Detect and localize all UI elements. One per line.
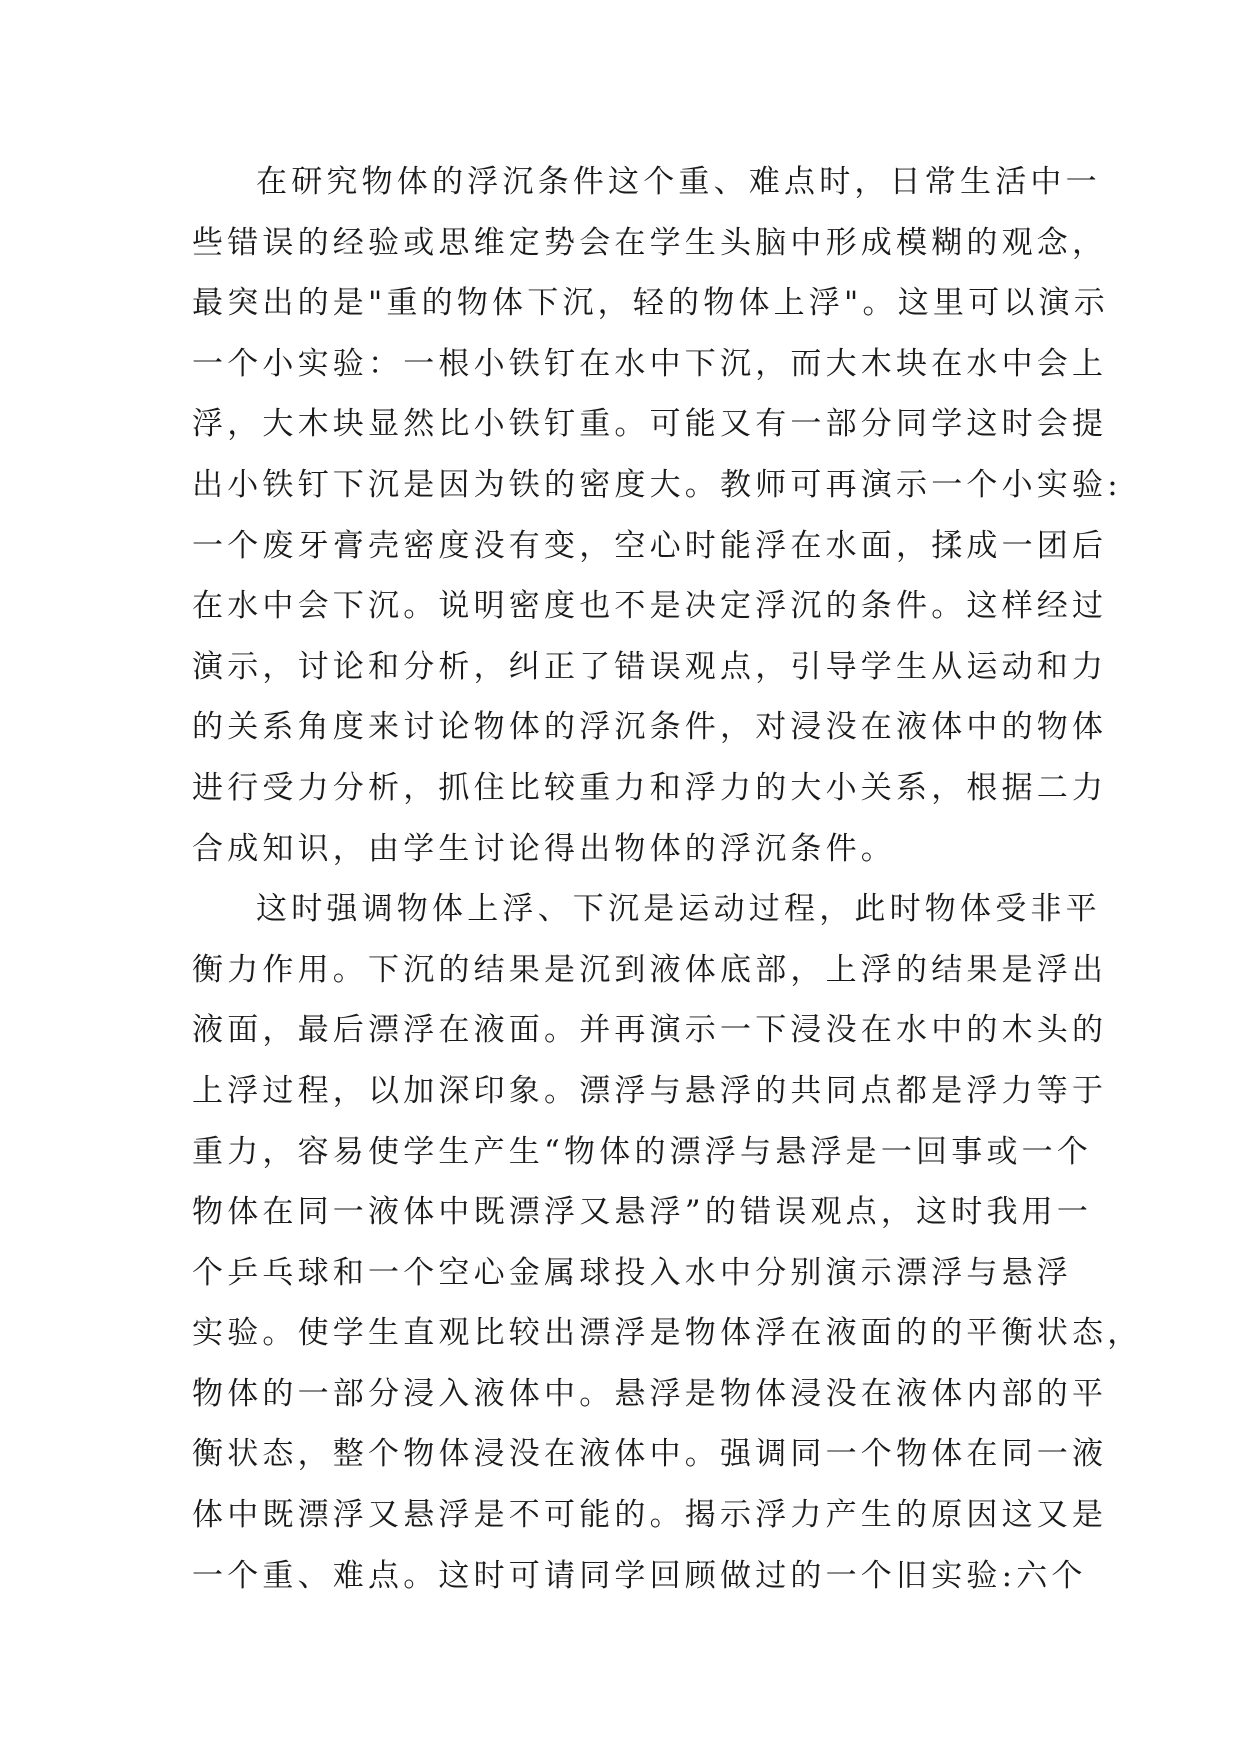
text-line: 进行受力分析，抓住比较重力和浮力的大小关系，根据二力 — [192, 769, 1108, 806]
paragraph-1 — [192, 152, 1122, 879]
text-line: 液面，最后漂浮在液面。并再演示一下浸没在水中的木头的 — [192, 1012, 1108, 1049]
text-line: 物体在同一液体中既漂浮又悬浮”的错误观点，这时我用一 — [192, 1194, 1093, 1231]
text-line: 个乒乓球和一个空心金属球投入水中分别演示漂浮与悬浮 — [192, 1254, 1072, 1291]
paragraph-2 — [192, 879, 1143, 1606]
text-line: 一个重、难点。这时可请同学回顾做过的一个旧实验:六个 — [192, 1557, 1087, 1594]
text-line: 上浮过程，以加深印象。漂浮与悬浮的共同点都是浮力等于 — [192, 1072, 1108, 1109]
text-line: 的关系角度来讨论物体的浮沉条件，对浸没在液体中的物体 — [192, 709, 1108, 746]
text-line: 在水中会下沉。说明密度也不是决定浮沉的条件。这样经过 — [192, 588, 1108, 625]
text-line: 些错误的经验或思维定势会在学生头脑中形成模糊的观念， — [192, 224, 1108, 261]
text-line: 合成知识，由学生讨论得出物体的浮沉条件。 — [192, 830, 896, 867]
text-line: 一个废牙膏壳密度没有变，空心时能浮在水面，揉成一团后 — [192, 527, 1108, 564]
text-line: 一个小实验：一根小铁钉在水中下沉，而大木块在水中会上 — [192, 345, 1108, 382]
text-line: 物体的一部分浸入液体中。悬浮是物体浸没在液体内部的平 — [192, 1375, 1108, 1412]
text-line: 衡力作用。下沉的结果是沉到液体底部，上浮的结果是浮出 — [192, 951, 1108, 988]
text-line: 最突出的是"重的物体下沉，轻的物体上浮"。这里可以演示 — [192, 285, 1109, 322]
text-line: 在研究物体的浮沉条件这个重、难点时，日常生活中一 — [256, 164, 1101, 200]
text-line: 浮，大木块显然比小铁钉重。可能又有一部分同学这时会提 — [192, 406, 1108, 443]
text-line: 出小铁钉下沉是因为铁的密度大。教师可再演示一个小实验: — [192, 466, 1122, 503]
text-line: 衡状态，整个物体浸没在液体中。强调同一个物体在同一液 — [192, 1436, 1108, 1473]
text-line: 这时强调物体上浮、下沉是运动过程，此时物体受非平 — [256, 891, 1101, 928]
text-line: 重力，容易使学生产生“物体的漂浮与悬浮是一回事或一个 — [192, 1133, 1093, 1170]
text-line: 实验。使学生直观比较出漂浮是物体浮在液面的的平衡状态， — [192, 1315, 1143, 1352]
text-line: 体中既漂浮又悬浮是不可能的。揭示浮力产生的原因这又是 — [192, 1497, 1108, 1534]
body-text — [192, 152, 1143, 1606]
text-line: 演示，讨论和分析，纠正了错误观点，引导学生从运动和力 — [192, 648, 1108, 685]
